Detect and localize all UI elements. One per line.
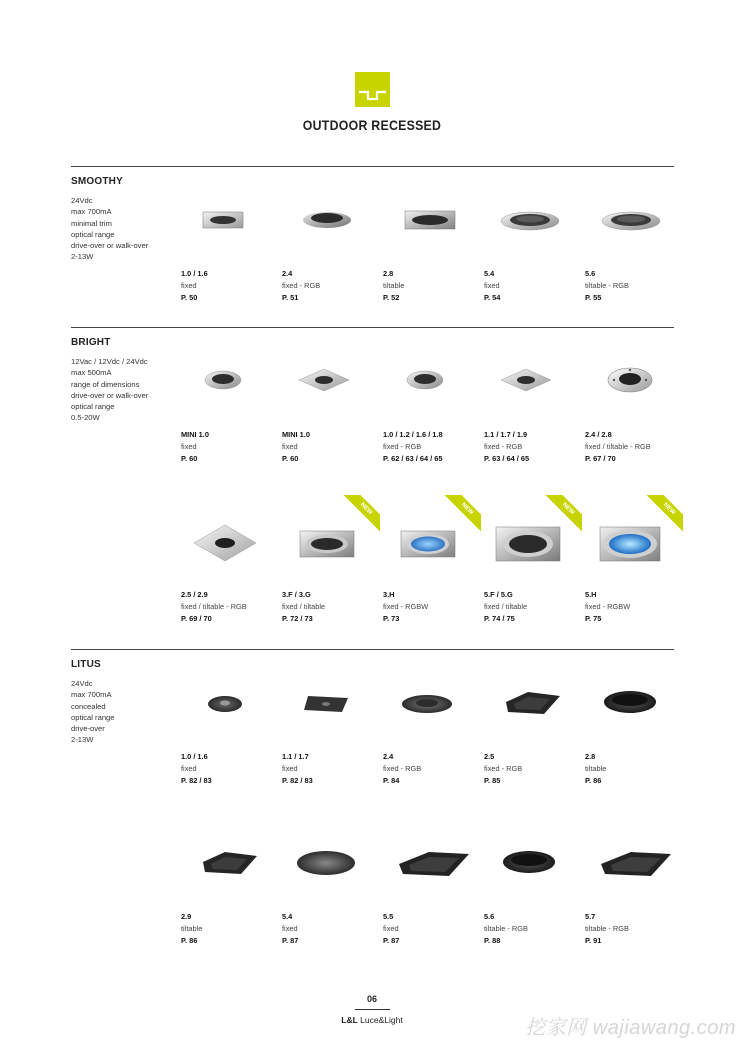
product-image <box>585 662 685 742</box>
product-card <box>181 822 281 945</box>
product-code: 5.4 <box>484 269 495 278</box>
new-badge-label: NEW <box>644 495 683 534</box>
new-badge <box>340 495 380 535</box>
product-info <box>383 751 421 786</box>
product-code: 1.1 / 1.7 <box>282 752 309 761</box>
spec-line: drive-over or walk-over <box>71 241 149 251</box>
new-badge <box>643 495 683 535</box>
product-mounting: tiltable <box>585 763 607 773</box>
product-card <box>484 340 584 463</box>
product-image <box>484 340 584 420</box>
product-info <box>383 911 399 946</box>
product-mounting: tiltable <box>181 923 203 933</box>
spec-line: range of dimensions <box>71 379 140 389</box>
product-page-ref: P. 88 <box>484 935 501 945</box>
product-card <box>585 340 685 463</box>
product-page-ref: P. 52 <box>383 292 400 302</box>
product-info <box>383 268 404 303</box>
product-card <box>383 822 483 945</box>
product-card <box>383 340 483 463</box>
product-page-ref: P. 74 / 75 <box>484 613 515 623</box>
product-card <box>383 501 483 621</box>
product-image <box>383 822 483 902</box>
product-code: 1.0 / 1.6 <box>181 269 208 278</box>
new-badge-label: NEW <box>442 495 481 534</box>
product-page-ref: P. 82 / 83 <box>282 775 313 785</box>
product-mounting: fixed - RGBW <box>585 601 631 611</box>
product-card <box>282 822 382 945</box>
new-badge-label: NEW <box>341 495 380 534</box>
spec-line: max 700mA <box>71 690 112 700</box>
product-card <box>484 662 584 785</box>
section-divider <box>71 166 674 167</box>
product-mounting: fixed <box>282 441 298 451</box>
product-page-ref: P. 50 <box>181 292 198 302</box>
product-info <box>484 751 522 786</box>
product-code: 1.1 / 1.7 / 1.9 <box>484 430 528 439</box>
spec-line: 12Vac / 12Vdc / 24Vdc <box>71 357 148 366</box>
product-info <box>383 429 443 464</box>
product-code: 3.F / 3.G <box>282 590 311 599</box>
product-card <box>181 180 281 300</box>
product-info <box>181 429 209 464</box>
product-mounting: fixed / tiltable <box>484 601 528 611</box>
product-mounting: fixed / tiltable <box>282 601 326 611</box>
spec-line: max 500mA <box>71 368 112 378</box>
product-mounting: fixed - RGB <box>484 441 523 451</box>
product-info <box>585 911 629 946</box>
spec-line: concealed <box>71 701 106 711</box>
product-code: MINI 1.0 <box>282 430 310 439</box>
product-info <box>181 911 202 946</box>
section-title-litus: LITUS <box>71 659 101 670</box>
product-image <box>181 662 281 742</box>
product-image <box>181 180 281 260</box>
category-logo <box>355 72 390 107</box>
product-mounting: fixed <box>383 923 399 933</box>
product-card <box>282 501 382 621</box>
brand-name-rest: Luce&Light <box>357 1015 403 1025</box>
product-info <box>585 589 630 624</box>
product-info <box>282 589 325 624</box>
product-card <box>585 822 685 945</box>
product-image <box>484 662 584 742</box>
product-card <box>282 662 382 785</box>
new-badge <box>441 495 481 535</box>
product-info <box>282 429 310 464</box>
product-code: 2.4 / 2.8 <box>585 430 612 439</box>
product-page-ref: P. 86 <box>585 775 602 785</box>
product-code: 5.5 <box>383 912 394 921</box>
product-card <box>484 501 584 621</box>
spec-line: drive-over or walk-over <box>71 390 149 400</box>
product-mounting: tiltable - RGB <box>585 280 629 290</box>
product-image <box>282 822 382 902</box>
product-info <box>484 429 529 464</box>
product-page-ref: P. 67 / 70 <box>585 453 616 463</box>
product-info <box>585 429 651 464</box>
product-info <box>484 268 500 303</box>
product-mounting: fixed - RGB <box>383 763 422 773</box>
product-code: 5.6 <box>484 912 495 921</box>
footer-divider <box>355 1009 390 1010</box>
product-info <box>484 911 528 946</box>
product-info <box>484 589 527 624</box>
product-image <box>484 822 584 902</box>
spec-line: 0.5-20W <box>71 413 100 423</box>
product-page-ref: P. 62 / 63 / 64 / 65 <box>383 453 443 463</box>
product-info <box>181 589 247 624</box>
product-code: 2.4 <box>282 269 293 278</box>
brand-name-bold: L&L <box>341 1015 358 1025</box>
spec-list-litus <box>71 678 114 746</box>
product-mounting: fixed - RGB <box>282 280 321 290</box>
product-page-ref: P. 91 <box>585 935 602 945</box>
product-page-ref: P. 54 <box>484 292 501 302</box>
product-mounting: fixed <box>282 763 298 773</box>
product-code: 1.0 / 1.6 <box>181 752 208 761</box>
product-page-ref: P. 87 <box>383 935 400 945</box>
page-number: 06 <box>366 994 377 1004</box>
product-card <box>181 501 281 621</box>
product-code: 1.0 / 1.2 / 1.6 / 1.8 <box>383 430 443 439</box>
product-image <box>383 180 483 260</box>
spec-line: max 700mA <box>71 207 112 217</box>
product-image <box>282 662 382 742</box>
product-mounting: fixed - RGB <box>484 763 523 773</box>
product-page-ref: P. 73 <box>383 613 400 623</box>
spec-line: 2-13W <box>71 252 94 262</box>
product-mounting: fixed - RGB <box>383 441 422 451</box>
product-card <box>383 180 483 300</box>
product-image <box>181 501 281 581</box>
product-page-ref: P. 51 <box>282 292 299 302</box>
page-title: OUTDOOR RECESSED <box>302 117 442 133</box>
product-mounting: fixed <box>181 441 197 451</box>
product-card <box>282 340 382 463</box>
product-code: 2.8 <box>383 269 394 278</box>
product-mounting: fixed - RGBW <box>383 601 429 611</box>
product-code: 2.5 <box>484 752 495 761</box>
watermark: 挖家网 wajiawang.com <box>525 1017 736 1039</box>
product-page-ref: P. 69 / 70 <box>181 613 212 623</box>
spec-line: optical range <box>71 712 115 722</box>
product-info <box>585 751 606 786</box>
product-code: 3.H <box>383 590 395 599</box>
product-card <box>383 662 483 785</box>
product-mounting: tiltable - RGB <box>585 923 629 933</box>
product-code: 5.H <box>585 590 597 599</box>
new-badge <box>542 495 582 535</box>
product-card <box>585 662 685 785</box>
product-image <box>282 180 382 260</box>
product-image <box>282 340 382 420</box>
product-image <box>383 662 483 742</box>
product-info <box>282 268 320 303</box>
spec-line: 24Vdc <box>71 679 93 688</box>
spec-line: minimal trim <box>71 218 112 228</box>
product-page-ref: P. 55 <box>585 292 602 302</box>
product-image <box>585 340 685 420</box>
product-code: 2.4 <box>383 752 394 761</box>
product-info <box>282 751 313 786</box>
section-divider <box>71 649 674 650</box>
product-mounting: tiltable - RGB <box>484 923 528 933</box>
product-page-ref: P. 60 <box>282 453 299 463</box>
product-code: 2.8 <box>585 752 596 761</box>
product-mounting: fixed / tiltable - RGB <box>181 601 247 611</box>
product-mounting: fixed / tiltable - RGB <box>585 441 651 451</box>
product-page-ref: P. 82 / 83 <box>181 775 212 785</box>
product-mounting: fixed <box>484 280 500 290</box>
product-page-ref: P. 84 <box>383 775 400 785</box>
section-title-bright: BRIGHT <box>71 337 111 348</box>
product-card <box>484 180 584 300</box>
spec-list-smoothy <box>71 195 148 263</box>
product-code: 5.F / 5.G <box>484 590 513 599</box>
product-image <box>181 822 281 902</box>
section-divider <box>71 327 674 328</box>
product-code: 2.9 <box>181 912 192 921</box>
product-info <box>585 268 629 303</box>
product-info <box>181 751 212 786</box>
product-mounting: fixed <box>282 923 298 933</box>
product-image <box>585 822 685 902</box>
product-page-ref: P. 63 / 64 / 65 <box>484 453 530 463</box>
product-image <box>585 180 685 260</box>
spec-line: drive-over <box>71 724 105 734</box>
product-info <box>383 589 428 624</box>
product-mounting: fixed <box>181 763 197 773</box>
spec-line: optical range <box>71 229 115 239</box>
product-code: 2.5 / 2.9 <box>181 590 208 599</box>
product-card <box>585 501 685 621</box>
spec-line: 24Vdc <box>71 196 93 205</box>
section-title-smoothy: SMOOTHY <box>71 176 123 187</box>
product-image <box>383 340 483 420</box>
product-page-ref: P. 60 <box>181 453 198 463</box>
product-card <box>585 180 685 300</box>
product-code: MINI 1.0 <box>181 430 209 439</box>
product-image <box>484 180 584 260</box>
product-page-ref: P. 75 <box>585 613 602 623</box>
product-mounting: fixed <box>181 280 197 290</box>
product-image <box>181 340 281 420</box>
product-info <box>282 911 298 946</box>
product-card <box>282 180 382 300</box>
product-code: 5.4 <box>282 912 293 921</box>
product-code: 5.7 <box>585 912 596 921</box>
product-card <box>484 822 584 945</box>
spec-line: 2-13W <box>71 735 94 745</box>
product-page-ref: P. 86 <box>181 935 198 945</box>
product-code: 5.6 <box>585 269 596 278</box>
product-page-ref: P. 85 <box>484 775 501 785</box>
product-page-ref: P. 72 / 73 <box>282 613 313 623</box>
product-mounting: tiltable <box>383 280 405 290</box>
product-card <box>181 662 281 785</box>
product-page-ref: P. 87 <box>282 935 299 945</box>
new-badge-label: NEW <box>543 495 582 534</box>
spec-list-bright <box>71 356 148 424</box>
product-card <box>181 340 281 463</box>
spec-line: optical range <box>71 402 115 412</box>
product-info <box>181 268 208 303</box>
